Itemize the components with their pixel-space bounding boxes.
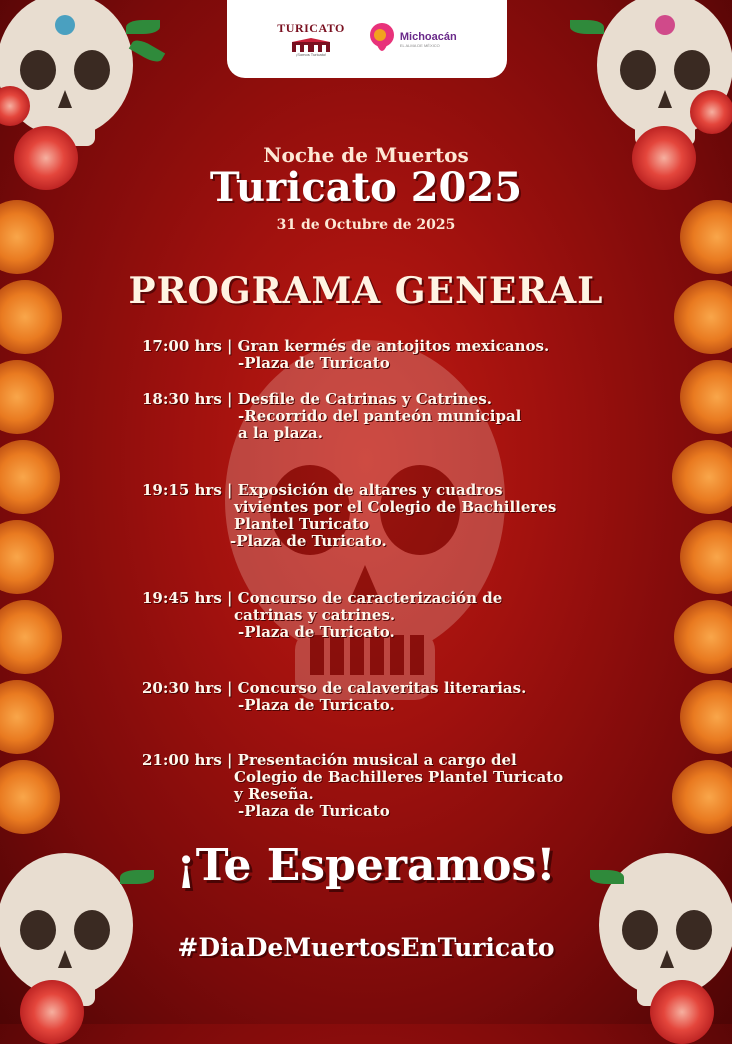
event-time: 19:45 hrs [142, 589, 222, 607]
event-time: 18:30 hrs [142, 390, 222, 408]
turicato-logo-tagline: ¡Somos Turicato! [295, 52, 327, 57]
program-event-2100: 21:00 hrs | Presentación musical a cargo del Colegio de Bachilleres Plantel Turicato y Reseña. -Plaza de Turicato [142, 752, 612, 820]
michoacan-logo-tagline: EL ALMA DE MÉXICO [399, 42, 440, 48]
rose-decoration [20, 980, 84, 1044]
event-place: -Plaza de Turicato. [238, 696, 395, 714]
event-place: -Recorrido del panteón municipal [238, 407, 522, 425]
michoacan-emblem-icon [367, 21, 397, 57]
rose-decoration [650, 980, 714, 1044]
event-place: -Plaza de Turicato. [238, 623, 395, 641]
leaf-decoration [126, 20, 160, 34]
event-description-continued: vivientes por el Colegio de Bachilleres [234, 498, 557, 516]
event-description-continued: Plantel Turicato [234, 515, 370, 533]
event-description-continued: catrinas y catrines. [234, 606, 396, 624]
event-description: Presentación musical a cargo del [237, 751, 517, 769]
event-time: 20:30 hrs [142, 679, 222, 697]
program-event-1830: 18:30 hrs | Desfile de Catrinas y Catrines. -Recorrido del panteón municipal a la plaza. [142, 391, 612, 442]
logo-card [227, 0, 507, 78]
closing-message: ¡Te Esperamos! [176, 840, 556, 891]
event-place: -Plaza de Turicato [238, 802, 390, 820]
program-event-1945: 19:45 hrs | Concurso de caracterización de catrinas y catrines. -Plaza de Turicato. [142, 590, 612, 641]
michoacan-logo [367, 21, 457, 57]
event-description: Concurso de calaveritas literarias. [237, 679, 527, 697]
event-place-continued: a la plaza. [238, 424, 323, 442]
leaf-decoration [570, 20, 604, 34]
program-event-1915: 19:15 hrs | Exposición de altares y cuadros vivientes por el Colegio de Bachilleres Plantel Turicato -Plaza de Turicato. [142, 482, 612, 550]
michoacan-logo-name: Michoacán [399, 30, 457, 43]
event-description-continued: y Reseña. [234, 785, 314, 803]
event-title: Turicato 2025 [209, 164, 523, 211]
event-description: Exposición de altares y cuadros [237, 481, 503, 499]
turicato-building-icon [290, 38, 332, 52]
event-date: 31 de Octubre de 2025 [276, 217, 456, 233]
event-time: 21:00 hrs [142, 751, 222, 769]
program-title: PROGRAMA GENERAL [128, 270, 604, 312]
event-description: Desfile de Catrinas y Catrines. [237, 390, 493, 408]
program-event-1700: 17:00 hrs | Gran kermés de antojitos mexicanos. -Plaza de Turicato [142, 338, 612, 372]
rose-decoration [690, 90, 732, 134]
event-hashtag: #DiaDeMuertosEnTuricato [177, 933, 555, 962]
turicato-logo-title: TURICATO [277, 21, 345, 35]
event-place: -Plaza de Turicato [238, 354, 390, 372]
event-description-continued: Colegio de Bachilleres Plantel Turicato [234, 768, 564, 786]
event-place: -Plaza de Turicato. [230, 532, 387, 550]
event-time: 17:00 hrs [142, 337, 222, 355]
turicato-logo [277, 21, 345, 57]
program-event-2030: 20:30 hrs | Concurso de calaveritas literarias. -Plaza de Turicato. [142, 680, 612, 714]
event-time: 19:15 hrs [142, 481, 222, 499]
event-description: Concurso de caracterización de [237, 589, 503, 607]
event-description: Gran kermés de antojitos mexicanos. [237, 337, 550, 355]
event-subtitle: Noche de Muertos [263, 143, 469, 167]
